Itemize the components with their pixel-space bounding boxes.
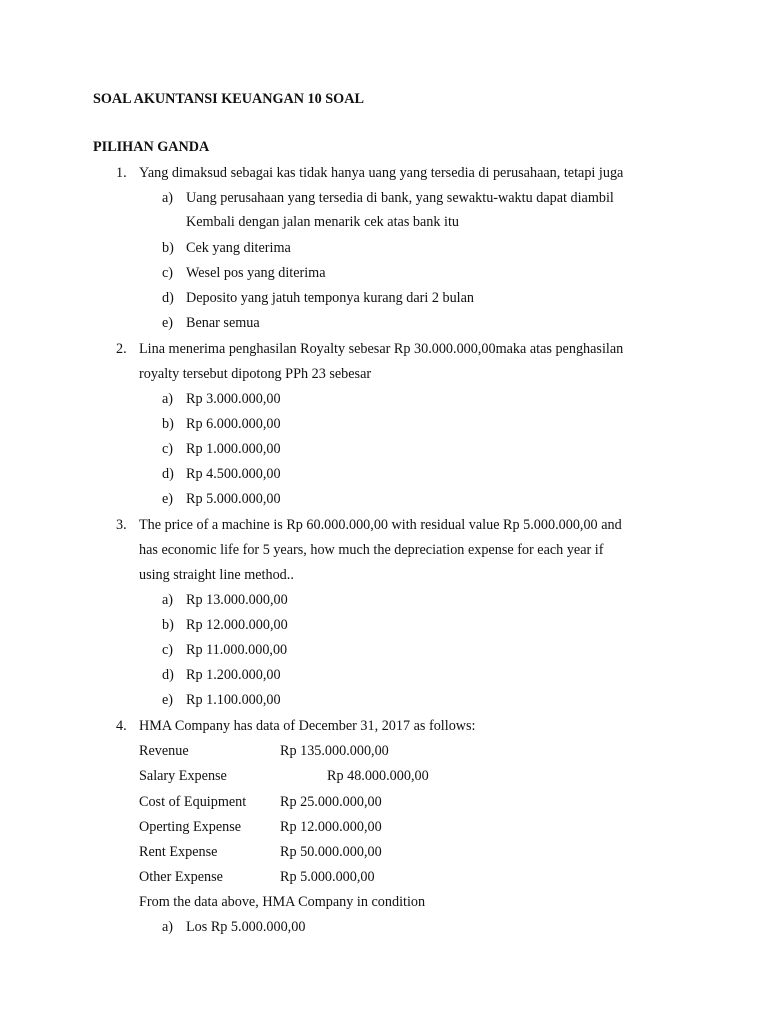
table-value: Rp 50.000.000,00 xyxy=(280,844,382,860)
option-letter: d) xyxy=(162,667,174,683)
table-label: Rent Expense xyxy=(139,844,218,860)
option-text: Rp 13.000.000,00 xyxy=(186,592,288,608)
table-label: Other Expense xyxy=(139,869,223,885)
option-text: Rp 1.100.000,00 xyxy=(186,692,281,708)
document-title: SOAL AKUNTANSI KEUANGAN 10 SOAL xyxy=(93,91,364,107)
option-letter: c) xyxy=(162,441,174,457)
question-number: 1. xyxy=(116,165,127,181)
option-letter: a) xyxy=(162,391,174,407)
question-text: HMA Company has data of December 31, 2017 as follows: xyxy=(139,718,476,734)
option-letter: d) xyxy=(162,290,174,306)
question-number: 4. xyxy=(116,718,127,734)
option-text: Rp 5.000.000,00 xyxy=(186,491,281,507)
option-text: Rp 11.000.000,00 xyxy=(186,642,288,658)
option-text: Deposito yang jatuh temponya kurang dari 2 bulan xyxy=(186,290,475,306)
option-letter: c) xyxy=(162,265,174,281)
option-text: Rp 1.200.000,00 xyxy=(186,667,281,683)
table-value: Rp 48.000.000,00 xyxy=(327,768,429,784)
section-heading: PILIHAN GANDA xyxy=(93,139,210,155)
option-text: Kembali dengan jalan menarik cek atas bank itu xyxy=(186,214,460,230)
option-text: Wesel pos yang diterima xyxy=(186,265,326,281)
table-label: Operting Expense xyxy=(139,819,242,835)
table-label: Salary Expense xyxy=(139,768,227,784)
question-text: The price of a machine is Rp 60.000.000,00 with residual value Rp 5.000.000,00 and xyxy=(139,517,622,533)
question-text: has economic life for 5 years, how much the depreciation expense for each year if xyxy=(139,542,604,558)
question-text: royalty tersebut dipotong PPh 23 sebesar xyxy=(139,366,372,382)
question-number: 3. xyxy=(116,517,127,533)
option-text: Los Rp 5.000.000,00 xyxy=(186,919,306,935)
option-letter: e) xyxy=(162,491,174,507)
option-text: Rp 3.000.000,00 xyxy=(186,391,281,407)
option-text: Rp 12.000.000,00 xyxy=(186,617,288,633)
question-text: Yang dimaksud sebagai kas tidak hanya uang yang tersedia di perusahaan, tetapi juga xyxy=(139,165,624,181)
option-letter: b) xyxy=(162,416,174,432)
table-value: Rp 5.000.000,00 xyxy=(280,869,375,885)
option-letter: d) xyxy=(162,466,174,482)
table-value: Rp 25.000.000,00 xyxy=(280,794,382,810)
table-label: Cost of Equipment xyxy=(139,794,247,810)
table-value: Rp 135.000.000,00 xyxy=(280,743,389,759)
option-letter: a) xyxy=(162,919,174,935)
question-text: Lina menerima penghasilan Royalty sebesar Rp 30.000.000,00maka atas penghasilan xyxy=(139,341,624,357)
option-text: Rp 1.000.000,00 xyxy=(186,441,281,457)
option-text: Cek yang diterima xyxy=(186,240,291,256)
question-text: using straight line method.. xyxy=(139,567,294,583)
option-letter: b) xyxy=(162,617,174,633)
option-letter: b) xyxy=(162,240,174,256)
question-text: From the data above, HMA Company in condition xyxy=(139,894,426,910)
option-text: Rp 6.000.000,00 xyxy=(186,416,281,432)
option-letter: a) xyxy=(162,592,174,608)
table-value: Rp 12.000.000,00 xyxy=(280,819,382,835)
option-letter: a) xyxy=(162,190,174,206)
option-text: Benar semua xyxy=(186,315,260,331)
option-text: Rp 4.500.000,00 xyxy=(186,466,281,482)
option-letter: e) xyxy=(162,315,174,331)
option-letter: e) xyxy=(162,692,174,708)
option-letter: c) xyxy=(162,642,174,658)
question-number: 2. xyxy=(116,341,127,357)
option-text: Uang perusahaan yang tersedia di bank, yang sewaktu-waktu dapat diambil xyxy=(186,190,614,206)
table-label: Revenue xyxy=(139,743,189,759)
